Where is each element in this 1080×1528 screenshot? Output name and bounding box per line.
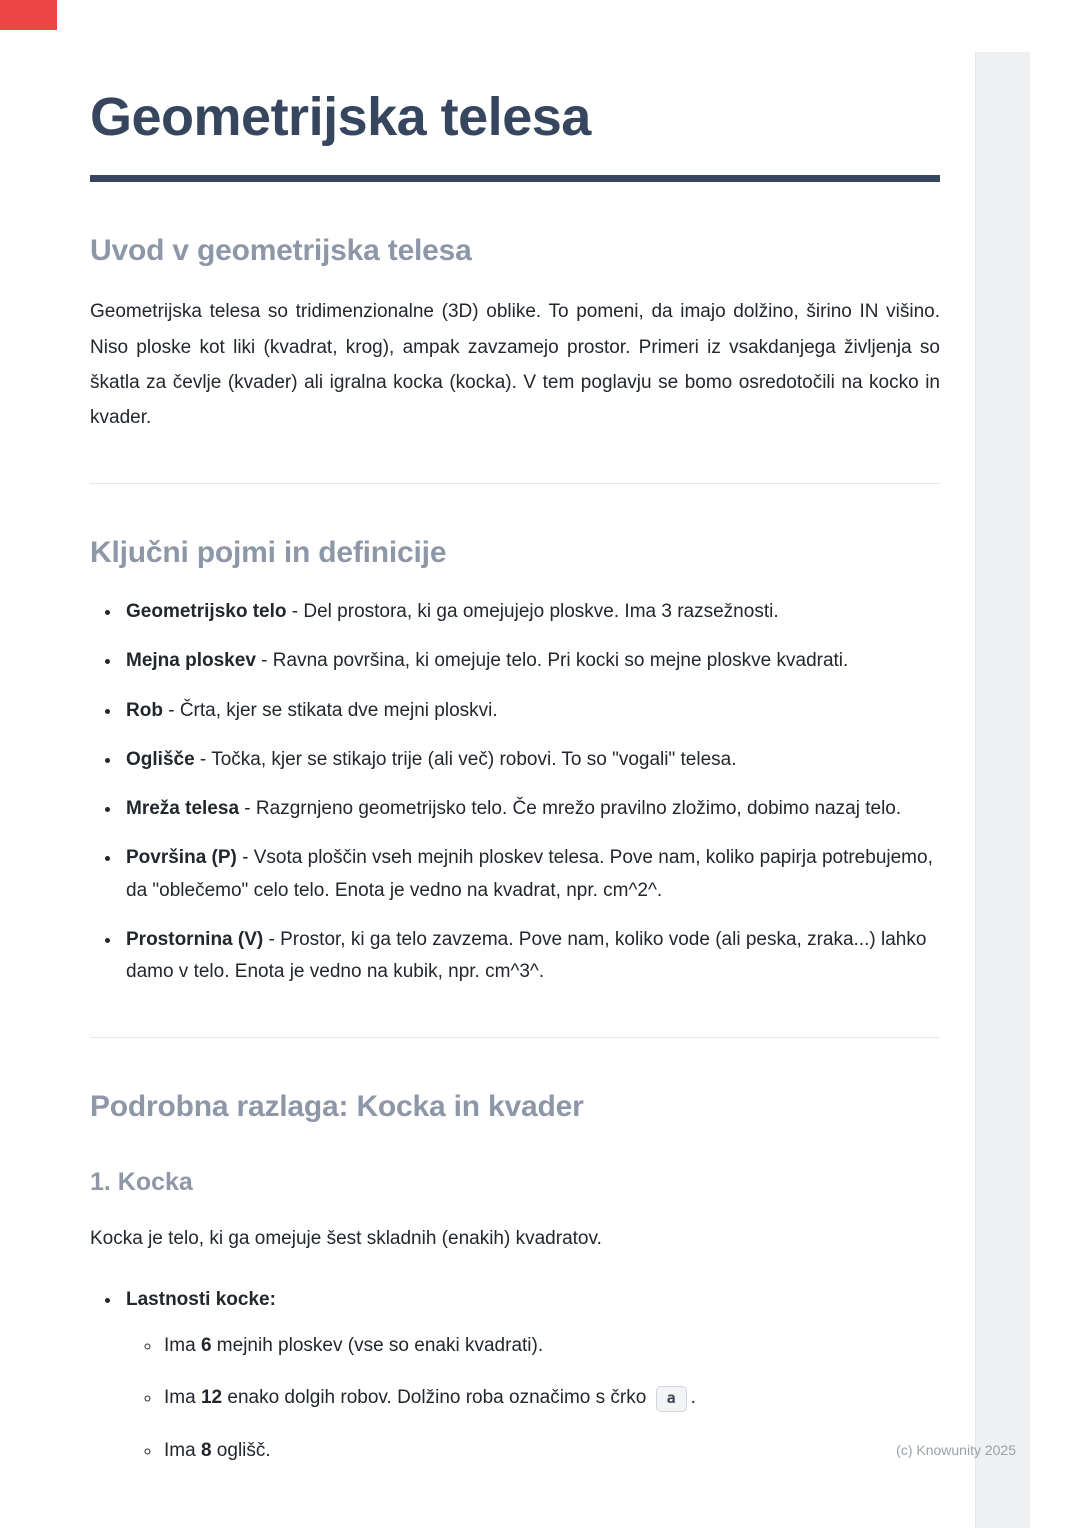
property-text: Ima bbox=[164, 1335, 201, 1357]
term-name: Prostornina (V) bbox=[126, 929, 264, 951]
property-text: . bbox=[690, 1387, 696, 1409]
term-description: - Črta, kjer se stikata dve mejni ploskvi. bbox=[162, 699, 498, 721]
kocka-properties-sublist bbox=[126, 1330, 940, 1467]
term-item bbox=[122, 695, 940, 727]
intro-paragraph: Geometrijska telesa so tridimenzionalne (3D) oblike. To pomeni, da imajo dolžino, širino IN višino. Niso ploske kot liki (kvadrat, krog), ampak zavzamejo prostor. Primeri iz vsakdanjega življenja so škatla za čevlje (kvader) ali igralna kocka (kocka). V tem poglavju se bomo osredotočili na kocko in kvader. bbox=[90, 301, 940, 428]
kocka-properties-title: Lastnosti kocke: bbox=[126, 1288, 276, 1310]
property-text: Ima bbox=[164, 1387, 201, 1409]
term-description: - Del prostora, ki ga omejujejo ploskve. Ima 3 razsežnosti. bbox=[286, 600, 779, 622]
title-underline-rule bbox=[90, 175, 940, 182]
section-divider bbox=[90, 483, 940, 484]
property-number: 6 bbox=[200, 1335, 212, 1357]
copyright-note: (c) Knowunity 2025 bbox=[896, 1442, 1016, 1458]
kocka-intro-paragraph: Kocka je telo, ki ga omejuje šest skladnih (enakih) kvadratov. bbox=[90, 1227, 602, 1249]
term-name: Oglišče bbox=[126, 748, 195, 770]
term-item bbox=[122, 744, 940, 776]
kocka-properties-item bbox=[122, 1284, 940, 1467]
kocka-property bbox=[162, 1382, 940, 1414]
page-title: Geometrijska telesa bbox=[90, 87, 591, 147]
kocka-properties-list bbox=[90, 1284, 940, 1467]
term-description: - Prostor, ki ga telo zavzema. Pove nam, koliko vode (ali peska, zraka...) lahko damo v telo. Enota je vedno na kubik, npr. cm^3^. bbox=[126, 929, 927, 983]
term-description: - Razgrnjeno geometrijsko telo. Če mrežo pravilno zložimo, dobimo nazaj telo. bbox=[239, 798, 902, 820]
term-name: Rob bbox=[126, 699, 163, 721]
section-heading-uvod: Uvod v geometrijska telesa bbox=[90, 234, 472, 268]
scrollbar-track[interactable] bbox=[975, 52, 1030, 1528]
kocka-property bbox=[162, 1330, 940, 1362]
section-divider bbox=[90, 1037, 940, 1038]
term-item bbox=[122, 924, 940, 989]
term-item bbox=[122, 645, 940, 677]
term-description: - Vsota ploščin vseh mejnih ploskev telesa. Pove nam, koliko papirja potrebujemo, da "oblečemo" celo telo. Enota je vedno na kvadrat, npr. cm^2^. bbox=[126, 847, 933, 901]
variable-a-badge: a bbox=[656, 1386, 687, 1412]
property-number: 8 bbox=[200, 1439, 212, 1461]
term-item bbox=[122, 596, 940, 628]
key-terms-list bbox=[90, 596, 940, 989]
section-heading-pojmi: Ključni pojmi in definicije bbox=[90, 535, 447, 569]
term-description: - Ravna površina, ki omejuje telo. Pri kocki so mejne ploskve kvadrati. bbox=[255, 650, 849, 672]
term-item bbox=[122, 842, 940, 907]
term-name: Mejna ploskev bbox=[126, 650, 256, 672]
property-number: 12 bbox=[200, 1387, 223, 1409]
document-content bbox=[90, 0, 940, 1467]
term-name: Geometrijsko telo bbox=[126, 600, 287, 622]
term-item bbox=[122, 793, 940, 825]
property-text: oglišč. bbox=[211, 1439, 271, 1461]
section-heading-podrobna-razlaga: Podrobna razlaga: Kocka in kvader bbox=[90, 1089, 584, 1123]
subsection-heading-kocka: 1. Kocka bbox=[90, 1167, 193, 1196]
property-text: Ima bbox=[164, 1439, 201, 1461]
property-text: mejnih ploskev (vse so enaki kvadrati). bbox=[211, 1335, 544, 1357]
kocka-property bbox=[162, 1435, 940, 1467]
red-corner-accent bbox=[0, 0, 57, 30]
property-text: enako dolgih robov. Dolžino roba označimo s črko bbox=[222, 1387, 652, 1409]
term-name: Mreža telesa bbox=[126, 798, 240, 820]
term-name: Površina (P) bbox=[126, 847, 237, 869]
term-description: - Točka, kjer se stikajo trije (ali več) robovi. To so "vogali" telesa. bbox=[194, 748, 737, 770]
